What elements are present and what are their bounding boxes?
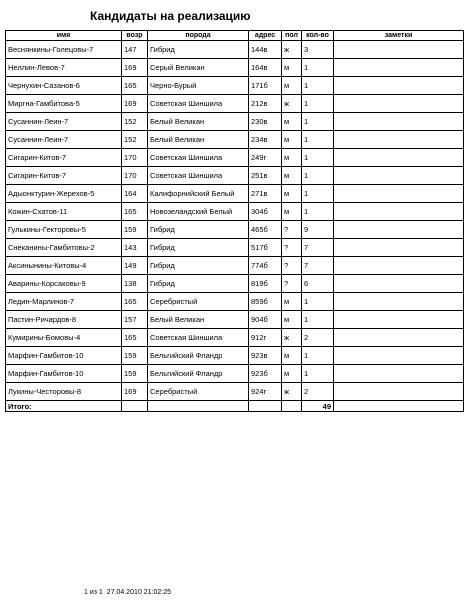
cell-age: 170 [122, 167, 148, 185]
cell-count: 1 [302, 311, 334, 329]
cell-address: 517б [249, 239, 282, 257]
cell-sex: м [282, 149, 302, 167]
header-row [6, 31, 464, 41]
cell-sex: ж [282, 41, 302, 59]
cell-sex: м [282, 365, 302, 383]
cell-notes [334, 257, 464, 275]
cell-breed: Серебристый [148, 383, 249, 401]
cell-name: Аксинынины-Китовы-4 [6, 257, 122, 275]
cell-address: 234в [249, 131, 282, 149]
table-row [6, 77, 464, 95]
cell-age: 159 [122, 365, 148, 383]
cell-breed: Калифорнийский Белый [148, 185, 249, 203]
column-header-count: кол-во [302, 31, 334, 41]
table-row [6, 383, 464, 401]
cell-notes [334, 221, 464, 239]
cell-name: Кумирины-Бомовы-4 [6, 329, 122, 347]
cell-name: Веснянкины-Голецовы-7 [6, 41, 122, 59]
cell-age: 169 [122, 59, 148, 77]
cell-sex: ж [282, 329, 302, 347]
cell-address: 271в [249, 185, 282, 203]
cell-address: 144в [249, 41, 282, 59]
table-row [6, 95, 464, 113]
table-row [6, 203, 464, 221]
table-row [6, 311, 464, 329]
cell-sex: ж [282, 383, 302, 401]
cell-count: 1 [302, 149, 334, 167]
cell-breed: Гибрид [148, 275, 249, 293]
cell-address: 212в [249, 95, 282, 113]
page-number: 1 из 1 [84, 589, 103, 596]
total-label: Итого: [6, 401, 122, 412]
cell-count: 1 [302, 203, 334, 221]
column-header-address: адрес [249, 31, 282, 41]
cell-notes [334, 239, 464, 257]
cell-sex: м [282, 203, 302, 221]
table-row [6, 149, 464, 167]
cell-breed: Гибрид [148, 41, 249, 59]
cell-breed: Гибрид [148, 239, 249, 257]
cell-breed: Белый Великан [148, 113, 249, 131]
cell-address: 251в [249, 167, 282, 185]
cell-address: 819б [249, 275, 282, 293]
cell-age: 157 [122, 311, 148, 329]
table-row [6, 365, 464, 383]
cell-count: 1 [302, 113, 334, 131]
cell-breed: Гибрид [148, 257, 249, 275]
cell-notes [334, 311, 464, 329]
cell-address: 171б [249, 77, 282, 95]
cell-address: 923в [249, 347, 282, 365]
cell-age: 170 [122, 149, 148, 167]
cell-breed: Советская Шиншила [148, 95, 249, 113]
cell-name: Пастин-Ричардов-8 [6, 311, 122, 329]
cell-age: 147 [122, 41, 148, 59]
cell-age: 165 [122, 293, 148, 311]
cell-notes [334, 203, 464, 221]
cell-notes [334, 185, 464, 203]
cell-sex: м [282, 185, 302, 203]
cell-count: 1 [302, 167, 334, 185]
cell-address: 904б [249, 311, 282, 329]
table-row [6, 275, 464, 293]
cell-notes [334, 347, 464, 365]
cell-notes [334, 167, 464, 185]
cell-name: Марфин-Гамбитов-10 [6, 365, 122, 383]
cell-count: 6 [302, 275, 334, 293]
cell-notes [334, 131, 464, 149]
table-row [6, 131, 464, 149]
table-row [6, 329, 464, 347]
column-header-notes: заметки [334, 31, 464, 41]
cell-age: 165 [122, 203, 148, 221]
cell-count: 2 [302, 383, 334, 401]
cell-notes [334, 59, 464, 77]
cell-age: 149 [122, 257, 148, 275]
report-title: Кандидаты на реализацию [90, 9, 251, 23]
cell-notes [334, 383, 464, 401]
cell-count: 1 [302, 59, 334, 77]
cell-breed: Советская Шиншила [148, 329, 249, 347]
cell-notes [334, 95, 464, 113]
cell-address: 774б [249, 257, 282, 275]
column-header-age: возр [122, 31, 148, 41]
cell-notes [334, 275, 464, 293]
cell-count: 1 [302, 365, 334, 383]
table-row [6, 113, 464, 131]
cell-age: 152 [122, 131, 148, 149]
column-header-breed: порода [148, 31, 249, 41]
candidates-table [5, 30, 464, 412]
cell-breed: Серебристый [148, 293, 249, 311]
cell-age: 159 [122, 347, 148, 365]
table-row [6, 239, 464, 257]
cell-breed: Белый Великан [148, 131, 249, 149]
cell-name: Ледин-Марлинов-7 [6, 293, 122, 311]
cell-address: 164в [249, 59, 282, 77]
cell-address: 249г [249, 149, 282, 167]
cell-name: Сигарин-Китов-7 [6, 149, 122, 167]
cell-count: 1 [302, 185, 334, 203]
cell-name: Сигарин-Китов-7 [6, 167, 122, 185]
cell-notes [334, 293, 464, 311]
cell-name: Снеканины-Гамбитовы-2 [6, 239, 122, 257]
cell-name: Гулькины-Гекторовы-5 [6, 221, 122, 239]
cell-notes [334, 113, 464, 131]
cell-breed: Бельгийский Фландр [148, 365, 249, 383]
cell-name: Миргна-Гамбитова-5 [6, 95, 122, 113]
cell-sex: ? [282, 275, 302, 293]
cell-address: 230в [249, 113, 282, 131]
cell-sex: м [282, 131, 302, 149]
cell-name: Кожин-Схатов-11 [6, 203, 122, 221]
cell-breed: Советская Шиншила [148, 149, 249, 167]
cell-count: 2 [302, 329, 334, 347]
cell-count: 1 [302, 131, 334, 149]
cell-name: Марфин-Гамбитов-10 [6, 347, 122, 365]
column-header-name: имя [6, 31, 122, 41]
cell-age: 165 [122, 77, 148, 95]
cell-age: 169 [122, 95, 148, 113]
cell-breed: Гибрид [148, 221, 249, 239]
cell-count: 1 [302, 77, 334, 95]
cell-name: Лукины-Честоровы-8 [6, 383, 122, 401]
cell-notes [334, 365, 464, 383]
cell-notes [334, 77, 464, 95]
cell-sex: м [282, 113, 302, 131]
cell-sex: м [282, 347, 302, 365]
cell-breed: Новозеландский Белый [148, 203, 249, 221]
total-count: 49 [302, 401, 334, 412]
print-datetime: 27.04.2010 21:02:25 [106, 589, 172, 596]
cell-sex: ж [282, 95, 302, 113]
cell-sex: м [282, 293, 302, 311]
cell-age: 138 [122, 275, 148, 293]
cell-name: Неллин-Левов-7 [6, 59, 122, 77]
cell-name: Сусаннин-Леин-7 [6, 131, 122, 149]
cell-breed: Черно-Бурый [148, 77, 249, 95]
cell-age: 143 [122, 239, 148, 257]
page-footer [84, 589, 175, 596]
cell-count: 7 [302, 257, 334, 275]
total-row [6, 401, 464, 412]
cell-age: 165 [122, 329, 148, 347]
cell-count: 7 [302, 239, 334, 257]
cell-count: 1 [302, 95, 334, 113]
table-row [6, 347, 464, 365]
cell-sex: ? [282, 239, 302, 257]
table-row [6, 293, 464, 311]
cell-count: 1 [302, 293, 334, 311]
table-row [6, 257, 464, 275]
cell-address: 924г [249, 383, 282, 401]
table-row [6, 41, 464, 59]
table-row [6, 221, 464, 239]
cell-sex: м [282, 77, 302, 95]
cell-breed: Советская Шиншила [148, 167, 249, 185]
cell-age: 164 [122, 185, 148, 203]
cell-name: Чернухин-Сазанов-6 [6, 77, 122, 95]
cell-address: 923б [249, 365, 282, 383]
cell-notes [334, 41, 464, 59]
cell-sex: м [282, 311, 302, 329]
cell-breed: Белый Великан [148, 311, 249, 329]
cell-address: 859б [249, 293, 282, 311]
cell-breed: Бельгийский Фландр [148, 347, 249, 365]
table-row [6, 59, 464, 77]
cell-count: 3 [302, 41, 334, 59]
cell-count: 9 [302, 221, 334, 239]
cell-notes [334, 149, 464, 167]
cell-age: 169 [122, 383, 148, 401]
column-header-sex: пол [282, 31, 302, 41]
table-row [6, 185, 464, 203]
cell-name: Адыонктурин-Жерехов-5 [6, 185, 122, 203]
cell-age: 152 [122, 113, 148, 131]
cell-name: Сусаннин-Леин-7 [6, 113, 122, 131]
cell-sex: ? [282, 257, 302, 275]
cell-breed: Серый Великан [148, 59, 249, 77]
cell-address: 465б [249, 221, 282, 239]
cell-name: Аварины-Корсаковы-9 [6, 275, 122, 293]
cell-count: 1 [302, 347, 334, 365]
cell-address: 912г [249, 329, 282, 347]
table-row [6, 167, 464, 185]
cell-age: 159 [122, 221, 148, 239]
cell-sex: м [282, 167, 302, 185]
cell-notes [334, 329, 464, 347]
cell-sex: м [282, 59, 302, 77]
cell-sex: ? [282, 221, 302, 239]
cell-address: 304б [249, 203, 282, 221]
